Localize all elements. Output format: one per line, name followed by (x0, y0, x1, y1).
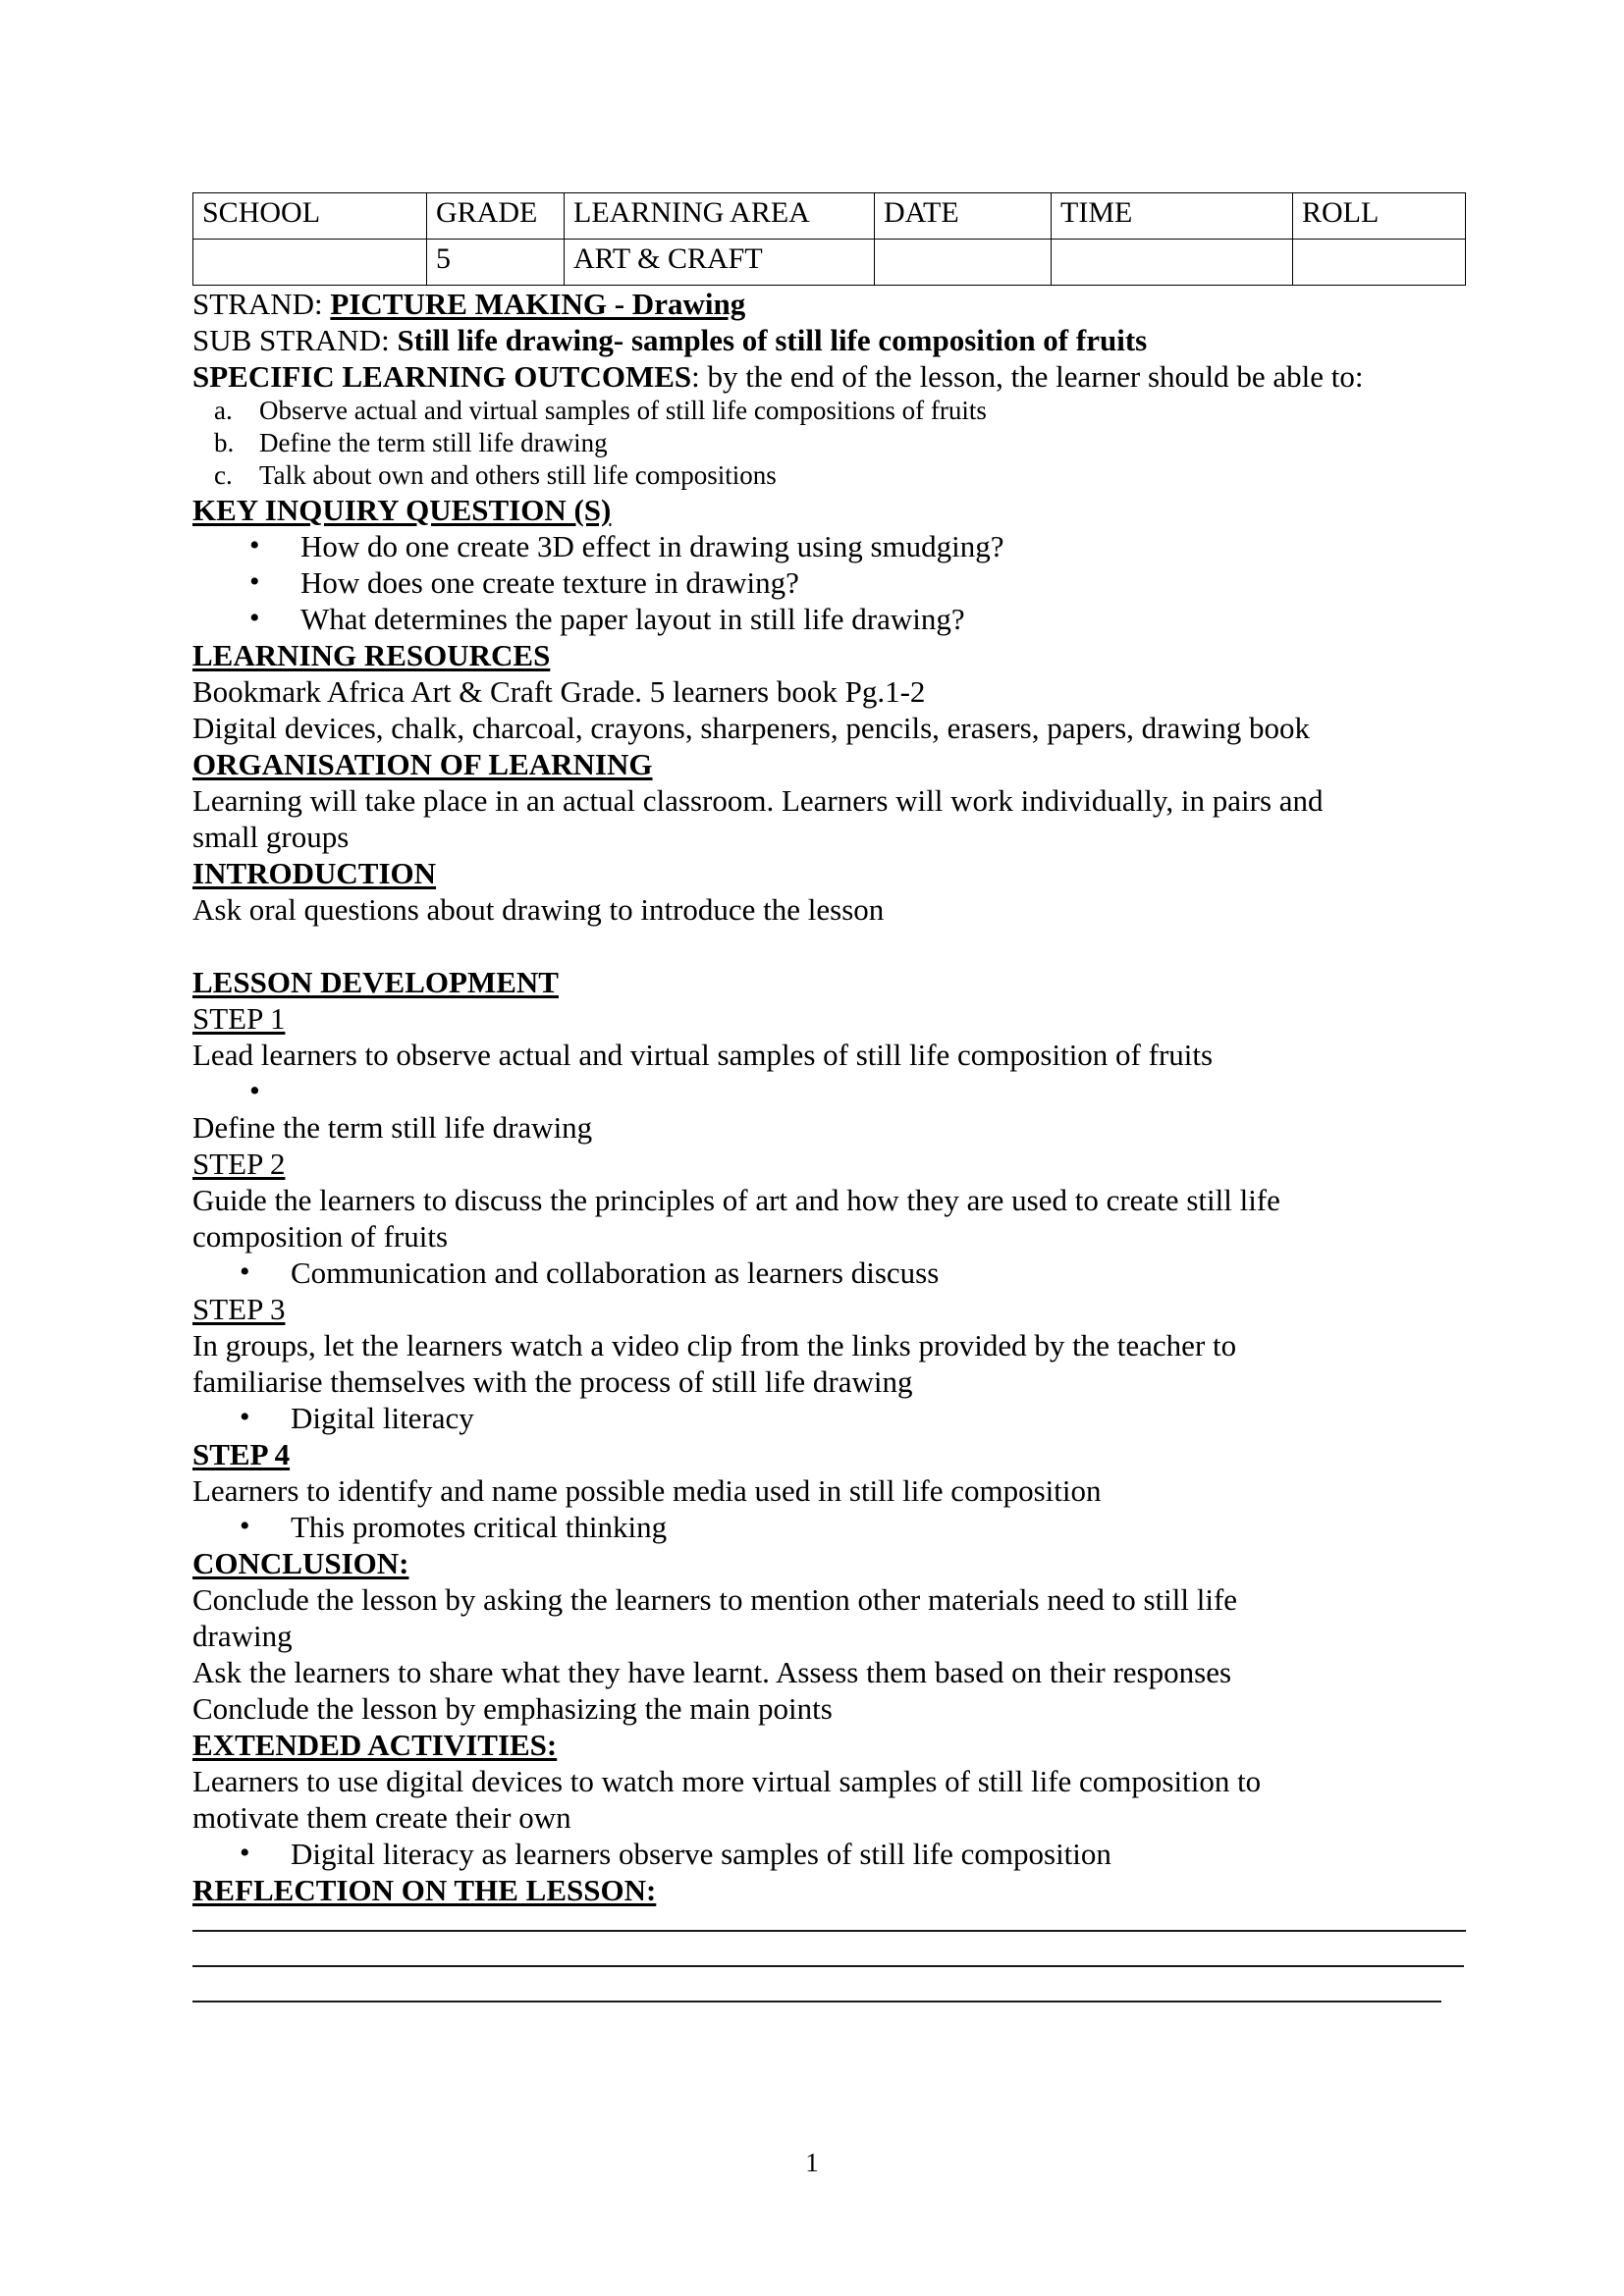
list-item-text: Communication and collaboration as learners discuss (291, 1255, 940, 1290)
reflection-rule (192, 1965, 1464, 1967)
step-2-bullets (192, 1255, 1467, 1291)
sub-strand-value: Still life drawing- samples of still life composition of fruits (397, 323, 1148, 357)
learning-outcomes-rest: : by the end of the lesson, the learner should be able to: (691, 359, 1364, 394)
learning-resources-line: Digital devices, chalk, charcoal, crayons, sharpeners, pencils, erasers, papers, drawing book (192, 711, 1310, 745)
list-marker: a. (214, 396, 233, 425)
step-1-label: STEP 1 (192, 1001, 286, 1036)
step-3-label: STEP 3 (192, 1292, 286, 1326)
table-row (193, 240, 1466, 286)
step-1-after-line: Define the term still life drawing (192, 1110, 593, 1145)
list-item (192, 427, 1467, 459)
strand-value: PICTURE MAKING - Drawing (330, 287, 746, 321)
learning-outcomes-line (192, 358, 1467, 395)
bullet-icon: • (240, 1255, 250, 1288)
list-item-text: Talk about own and others still life compositions (259, 460, 777, 490)
conclusion-line: drawing (192, 1619, 293, 1653)
list-item-text: This promotes critical thinking (291, 1510, 668, 1544)
learning-outcomes-label: SPECIFIC LEARNING OUTCOMES (192, 359, 692, 394)
table-cell-time (1052, 240, 1293, 286)
reflection-rule (192, 2001, 1441, 2002)
organisation-line: Learning will take place in an actual classroom. Learners will work individually, in pairs and (192, 783, 1324, 818)
table-header-roll: ROLL (1293, 193, 1466, 240)
table-cell-school (193, 240, 427, 286)
table-cell-date (875, 240, 1052, 286)
introduction-line: Ask oral questions about drawing to introduce the lesson (192, 892, 885, 927)
list-marker: c. (214, 460, 233, 490)
empty-bullet-item (192, 1073, 1467, 1109)
list-item-text: What determines the paper layout in still life drawing? (300, 602, 965, 636)
bullet-icon: • (240, 1837, 250, 1869)
reflection-rule (192, 1930, 1466, 1932)
lesson-development-heading: LESSON DEVELOPMENT (192, 965, 559, 999)
learning-outcomes-list (192, 395, 1467, 492)
sub-strand-label: SUB STRAND: (192, 323, 398, 357)
spacer (192, 928, 1467, 964)
list-item-text: Define the term still life drawing (259, 428, 608, 457)
step-4-bullets (192, 1509, 1467, 1545)
list-item (192, 564, 1467, 601)
extended-activities-bullets (192, 1836, 1467, 1872)
strand-line (192, 286, 1467, 322)
list-item-text: Observe actual and virtual samples of still life compositions of fruits (259, 396, 987, 425)
organisation-heading: ORGANISATION OF LEARNING (192, 747, 653, 781)
conclusion-line: Conclude the lesson by asking the learners to mention other materials need to still life (192, 1582, 1238, 1617)
sub-strand-line (192, 322, 1467, 358)
list-item (192, 459, 1467, 492)
step-3-bullets (192, 1400, 1467, 1436)
organisation-line: small groups (192, 820, 350, 854)
step-3-line: In groups, let the learners watch a video clip from the links provided by the teacher to (192, 1328, 1237, 1362)
conclusion-heading: CONCLUSION: (192, 1546, 409, 1580)
conclusion-line: Conclude the lesson by emphasizing the main points (192, 1691, 833, 1726)
table-cell-learning-area: ART & CRAFT (565, 240, 875, 286)
learning-resources-heading: LEARNING RESOURCES (192, 638, 551, 672)
list-item-text: How do one create 3D effect in drawing using smudging? (300, 529, 1004, 563)
bullet-icon: • (240, 1401, 250, 1433)
list-item (192, 601, 1467, 637)
extended-activities-heading: EXTENDED ACTIVITIES: (192, 1728, 558, 1762)
step-2-line: composition of fruits (192, 1219, 449, 1254)
step-2-label: STEP 2 (192, 1147, 286, 1181)
bullet-icon: • (249, 529, 260, 561)
step-4-label: STEP 4 (192, 1437, 291, 1471)
bullet-icon: • (240, 1510, 250, 1542)
extended-activities-line: motivate them create their own (192, 1800, 571, 1835)
bullet-icon: • (249, 1073, 260, 1107)
list-item (192, 1255, 1467, 1291)
bullet-icon: • (249, 565, 260, 598)
step-1-line: Lead learners to observe actual and virtual samples of still life composition of fruits (192, 1038, 1214, 1072)
list-item-text: How does one create texture in drawing? (300, 565, 799, 600)
reflection-write-in-lines (192, 1930, 1467, 2002)
extended-activities-line: Learners to use digital devices to watch more virtual samples of still life composition to (192, 1764, 1262, 1798)
table-header-date: DATE (875, 193, 1052, 240)
list-marker: b. (214, 428, 235, 457)
list-item (192, 1836, 1467, 1872)
list-item (192, 395, 1467, 427)
table-header-time: TIME (1052, 193, 1293, 240)
introduction-heading: INTRODUCTION (192, 856, 437, 890)
page-number: 1 (805, 2148, 819, 2177)
bullet-icon: • (249, 602, 260, 634)
step-3-line: familiarise themselves with the process of still life drawing (192, 1364, 913, 1399)
table-cell-roll (1293, 240, 1466, 286)
key-inquiry-list (192, 528, 1467, 637)
key-inquiry-heading: KEY INQUIRY QUESTION (S) (192, 493, 612, 527)
step-4-line: Learners to identify and name possible media used in still life composition (192, 1473, 1102, 1508)
lesson-info-table (192, 192, 1466, 286)
conclusion-line: Ask the learners to share what they have learnt. Assess them based on their responses (192, 1655, 1232, 1689)
list-item (192, 1509, 1467, 1545)
strand-label: STRAND: (192, 287, 331, 321)
table-cell-grade: 5 (427, 240, 565, 286)
table-header-grade: GRADE (427, 193, 565, 240)
list-item-text: Digital literacy as learners observe samples of still life composition (291, 1837, 1111, 1871)
learning-resources-line: Bookmark Africa Art & Craft Grade. 5 learners book Pg.1-2 (192, 674, 926, 709)
step-2-line: Guide the learners to discuss the principles of art and how they are used to create still life (192, 1183, 1280, 1217)
list-item (192, 528, 1467, 564)
table-header-learning-area: LEARNING AREA (565, 193, 875, 240)
list-item-text: Digital literacy (291, 1401, 474, 1435)
table-header-row (193, 193, 1466, 240)
reflection-heading: REFLECTION ON THE LESSON: (192, 1873, 657, 1907)
table-header-school: SCHOOL (193, 193, 427, 240)
list-item (192, 1400, 1467, 1436)
